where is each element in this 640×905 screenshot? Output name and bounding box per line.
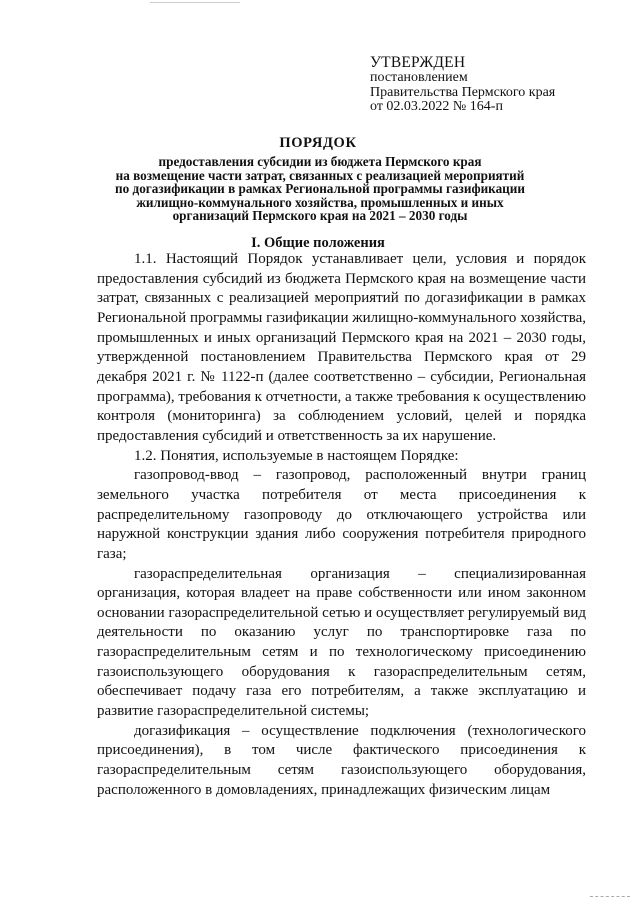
- document-subtitle: [70, 155, 570, 223]
- subtitle-line: жилищно-коммунального хозяйства, промышленных и иных: [136, 194, 504, 210]
- document-body: [97, 247, 586, 800]
- approval-block: [370, 54, 620, 115]
- subtitle-line: по догазификации в рамках Региональной программы газификации: [115, 181, 525, 197]
- approval-line: постановлением: [370, 70, 468, 85]
- document-title: ПОРЯДОК: [279, 135, 357, 151]
- subtitle-line: на возмещение части затрат, связанных с реализацией мероприятий: [115, 167, 525, 183]
- approval-stamp: УТВЕРЖДЕН: [370, 54, 466, 71]
- scan-edge-mark: [150, 2, 240, 4]
- subtitle-line: организаций Пермского края на 2021 – 2030 годы: [172, 208, 468, 224]
- approval-line: от 02.03.2022 № 164-п: [370, 99, 503, 114]
- paragraph: газораспределительная организация – специализированная организация, которая владеет на праве собственности или ином законном основании газораспределительной сетью и осуществляет регулируемый вид деятельности по оказанию услуг по транспортировке газа по газораспределительным сетям и по технологическому присоединению газоиспользующего оборудования к газораспределительным сетям, обеспечивает подачу газа его потребителям, а также эксплуатацию и развитие газораспределительной системы;: [97, 565, 586, 720]
- section-heading: I. Общие положения: [251, 235, 385, 251]
- subtitle-line: предоставления субсидии из бюджета Пермского края: [158, 154, 482, 169]
- paragraph: догазификация – осуществление подключения (технологического присоединения), в том числе фактического присоединения к газораспределительным сетям газоиспользующего оборудования, расположенного в домовладениях, принадлежащих физическим лицам: [97, 722, 586, 798]
- paragraph: 1.1. Настоящий Порядок устанавливает цели, условия и порядок предоставления субсидий из бюджета Пермского края на возмещение части затрат, связанных с реализацией мероприятий по догазификации в рамках Региональной программы газификации жилищно-коммунального хозяйства, промышленных и иных организаций Пермского края на 2021 – 2030 годы, утвержденной постановлением Правительства Пермского края от 29 декабря 2021 г. № 1122-п (далее соответственно – субсидии, Региональная программа), требования к отчетности, а также требования к осуществлению контроля (мониторинга) за соблюдением условий, целей и порядка предоставления субсидий и ответственность за их нарушение.: [97, 251, 586, 444]
- approval-line: Правительства Пермского края: [370, 84, 556, 100]
- paragraph: 1.2. Понятия, используемые в настоящем Порядке:: [134, 447, 459, 464]
- scan-edge-mark: [590, 896, 630, 898]
- paragraph: газопровод-ввод – газопровод, расположенный внутри границ земельного участка потребителя от места присоединения к распределительному газопроводу до отключающего устройства или наружной конструкции здания либо сооружения потребителя природного газа;: [97, 467, 586, 562]
